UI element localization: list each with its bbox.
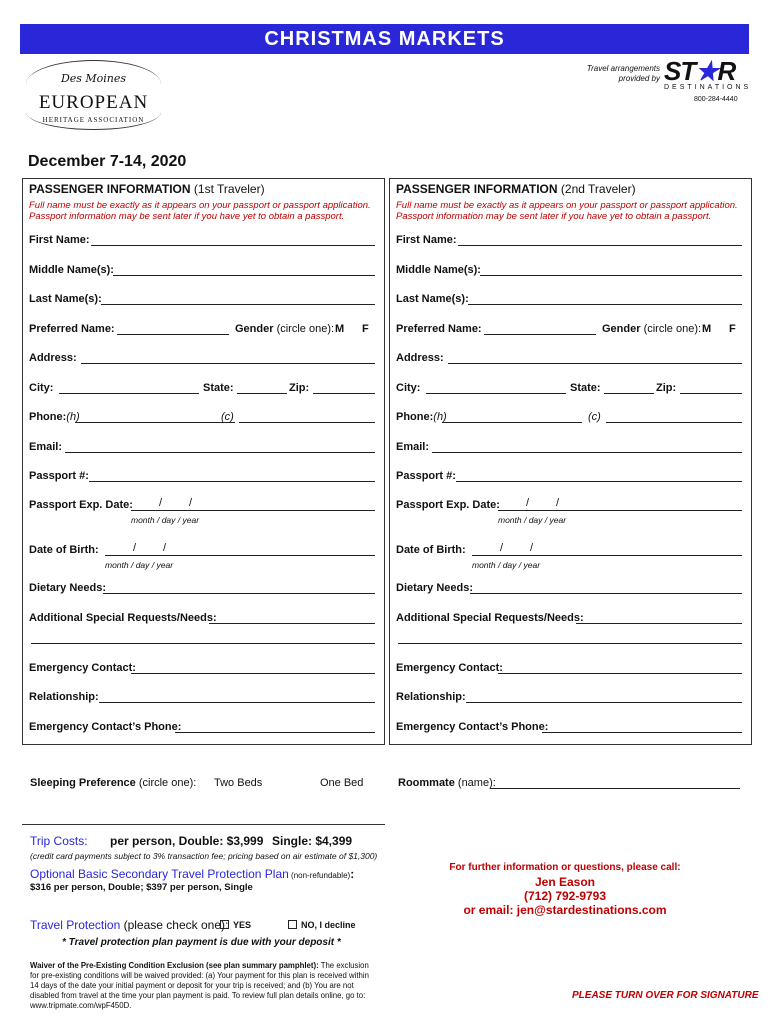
zip-input-2[interactable] (680, 393, 742, 394)
emergency-contact-input[interactable] (131, 673, 375, 674)
agency-phone: 800-284-4440 (694, 96, 738, 103)
emergency-contact-label-2: Emergency Contact: (396, 662, 503, 674)
dietary-label-2: Dietary Needs: (396, 582, 474, 594)
middle-name-input-2[interactable] (480, 275, 742, 276)
costs-note: (credit card payments subject to 3% transaction fee; pricing based on air estimate of $1,300) (30, 851, 378, 861)
star-icon: ★ (695, 56, 718, 86)
city-input-2[interactable] (426, 393, 566, 394)
cell-phone-label: (c) (221, 411, 234, 423)
emergency-phone-label-2: Emergency Contact’s Phone: (396, 721, 549, 733)
dietary-input[interactable] (103, 593, 375, 594)
email-label-2: Email: (396, 441, 430, 453)
protection-yes-option[interactable]: YES (220, 920, 251, 930)
first-name-input[interactable] (91, 245, 375, 246)
traveler-2-section: PASSENGER INFORMATION (2nd Traveler) Full name must be exactly as it appears on your passport or passport application. Passport information may be sent later if you have yet to obtain a passport. First Name: Middle Name(s): Last Name(s): Preferred Name: Gender (circle one): M F Address: City: State: Zip: Phone:(h) (c) Email: Passport #: Passport Exp. Date: / / month / day / year Date of Birth: / / month / day / year Dietary Needs: Additional Special Requests/Needs: Emergency Contact: Relationship: Emergency Contact’s Phone: (389, 178, 752, 745)
last-name-input[interactable] (101, 304, 375, 305)
passport-number-input-2[interactable] (456, 481, 742, 482)
emergency-contact-input-2[interactable] (498, 673, 742, 674)
relationship-label: Relationship: (29, 691, 99, 703)
logo-big: EUROPEAN (38, 92, 149, 113)
last-name-label: Last Name(s): (29, 293, 102, 305)
middle-name-label: Middle Name(s): (29, 264, 114, 276)
address-label: Address: (29, 352, 77, 364)
one-bed-option[interactable]: One Bed (320, 777, 364, 789)
travel-arrangements-text: Travel arrangements provided by (586, 64, 660, 83)
middle-name-label-2: Middle Name(s): (396, 264, 481, 276)
zip-label: Zip: (289, 382, 310, 394)
page-banner: CHRISTMAS MARKETS (20, 24, 749, 54)
phone-label-2: Phone:(h) (396, 411, 447, 423)
passport-exp-label-2: Passport Exp. Date: (396, 499, 500, 511)
passport-exp-format-2: month / day / year (498, 515, 567, 525)
address-input-2[interactable] (448, 363, 742, 364)
contact-email[interactable]: or email: jen@stardestinations.com (463, 903, 667, 917)
logo-small: HERITAGE ASSOCIATION (42, 116, 145, 124)
cell-phone-input[interactable] (239, 422, 375, 423)
travel-protection-label: Travel Protection (please check one): (30, 918, 229, 932)
sleeping-preference-label: Sleeping Preference (circle one): (30, 777, 197, 789)
optional-plan-price: $316 per person, Double; $397 per person, Single (30, 882, 253, 893)
gender-m-option-2[interactable]: M (702, 323, 712, 335)
special-requests-input-2b[interactable] (398, 643, 742, 644)
yes-checkbox[interactable] (220, 920, 229, 929)
home-phone-input-2[interactable] (442, 422, 582, 423)
special-requests-input-2[interactable] (31, 643, 375, 644)
dob-label: Date of Birth: (29, 544, 99, 556)
city-label: City: (29, 382, 54, 394)
traveler-1-section: PASSENGER INFORMATION (1st Traveler) Full name must be exactly as it appears on your passport or passport application. Passport information may be sent later if you have yet to obtain a passport. First Name: Middle Name(s): Last Name(s): Preferred Name: Gender (circle one): M F Address: City: State: Zip: Phone:(h) (c) Email: Passport #: Passport Exp. Date: / / month / day / year Date of Birth: / / month / day / year Dietary Needs: Additional Special Requests/Needs: Emergency Contact: Relationship: Emergency Contact’s Phone: (22, 178, 385, 745)
contact-block (420, 862, 710, 917)
home-phone-input[interactable] (75, 422, 235, 423)
first-name-input-2[interactable] (458, 245, 742, 246)
dob-input[interactable] (105, 555, 375, 556)
roommate-label: Roommate (name): (398, 777, 496, 789)
logo-script: Des Moines (60, 72, 127, 85)
phone-label: Phone:(h) (29, 411, 80, 423)
special-requests-input[interactable] (209, 623, 375, 624)
passport-number-label: Passport #: (29, 470, 89, 482)
last-name-input-2[interactable] (468, 304, 742, 305)
relationship-label-2: Relationship: (396, 691, 466, 703)
preferred-name-label-2: Preferred Name: (396, 323, 482, 335)
emergency-phone-input[interactable] (175, 732, 375, 733)
zip-label-2: Zip: (656, 382, 677, 394)
emergency-phone-label: Emergency Contact’s Phone: (29, 721, 182, 733)
emergency-phone-input-2[interactable] (542, 732, 742, 733)
passport-exp-format: month / day / year (131, 515, 200, 525)
zip-input[interactable] (313, 393, 375, 394)
preferred-name-input-2[interactable] (484, 334, 596, 335)
trip-costs-label: Trip Costs: (30, 834, 88, 848)
email-input[interactable] (65, 452, 375, 453)
roommate-input[interactable] (490, 788, 740, 789)
dob-input-2[interactable] (472, 555, 742, 556)
passport-exp-input-2[interactable] (498, 510, 742, 511)
gender-m-option[interactable]: M (335, 323, 345, 335)
protection-no-option[interactable]: NO, I decline (288, 920, 356, 930)
special-requests-label: Additional Special Requests/Needs: (29, 612, 217, 624)
preferred-name-input[interactable] (117, 334, 229, 335)
relationship-input-2[interactable] (466, 702, 742, 703)
gender-f-option-2[interactable]: F (729, 323, 736, 335)
gender-label-2: Gender (circle one): (602, 323, 702, 335)
passport-exp-label: Passport Exp. Date: (29, 499, 133, 511)
preferred-name-label: Preferred Name: (29, 323, 115, 335)
dob-format-2: month / day / year (472, 560, 541, 570)
dob-format: month / day / year (105, 560, 174, 570)
email-label: Email: (29, 441, 63, 453)
special-requests-label-2: Additional Special Requests/Needs: (396, 612, 584, 624)
waiver-text: Waiver of the Pre-Existing Condition Exclusion (see plan summary pamphlet): The exclusion for pre-existing conditions will be waived provided: (a) Your payment for this plan is received within 14 days of the date your initial payment or deposit for your trip is received; and (b) You are not disabled from travel at the time your plan payment is paid. To review full plan details online, go to: www.tripmate.com/wpF450D. (30, 961, 369, 1010)
state-input[interactable] (237, 393, 287, 394)
relationship-input[interactable] (99, 702, 375, 703)
passport-number-input[interactable] (89, 481, 375, 482)
state-label-2: State: (570, 382, 601, 394)
trip-date-heading: December 7-14, 2020 (28, 153, 187, 170)
state-input-2[interactable] (604, 393, 654, 394)
last-name-label-2: Last Name(s): (396, 293, 469, 305)
double-price: per person, Double: $3,999 (110, 834, 264, 848)
cell-phone-label-2: (c) (588, 411, 601, 423)
turn-over-note: PLEASE TURN OVER FOR SIGNATURE (572, 990, 759, 1001)
no-checkbox[interactable] (288, 920, 297, 929)
city-label-2: City: (396, 382, 421, 394)
single-price: Single: $4,399 (272, 834, 353, 848)
cell-phone-input-2[interactable] (606, 422, 742, 423)
first-name-label: First Name: (29, 234, 90, 246)
middle-name-input[interactable] (113, 275, 375, 276)
traveler-2-title: PASSENGER INFORMATION (2nd Traveler) (396, 182, 636, 196)
gender-label: Gender (circle one): (235, 323, 335, 335)
protection-due-note: * Travel protection plan payment is due with your deposit * (62, 937, 341, 948)
address-input[interactable] (81, 363, 375, 364)
passport-exp-input[interactable] (131, 510, 375, 511)
passport-number-label-2: Passport #: (396, 470, 456, 482)
contact-phone: (712) 792-9793 (523, 889, 607, 903)
dietary-label: Dietary Needs: (29, 582, 107, 594)
emergency-contact-label: Emergency Contact: (29, 662, 136, 674)
email-input-2[interactable] (432, 452, 742, 453)
city-input[interactable] (59, 393, 199, 394)
dietary-input-2[interactable] (470, 593, 742, 594)
optional-plan-label: Optional Basic Secondary Travel Protection Plan (non-refundable): (30, 867, 355, 881)
traveler-2-note: Full name must be exactly as it appears on your passport or passport application. Passport information may be sent later if you have yet to obtain a passport. (396, 200, 738, 222)
costs-section (22, 824, 385, 1019)
first-name-label-2: First Name: (396, 234, 457, 246)
traveler-1-note: Full name must be exactly as it appears on your passport or passport application. Passport information may be sent later if you have yet to obtain a passport. (29, 200, 371, 222)
special-requests-input-2a[interactable] (576, 623, 742, 624)
dob-label-2: Date of Birth: (396, 544, 466, 556)
two-beds-option[interactable]: Two Beds (214, 777, 263, 789)
gender-f-option[interactable]: F (362, 323, 369, 335)
heritage-association-logo (26, 60, 161, 130)
contact-intro: For further information or questions, please call: (449, 862, 681, 873)
star-destinations-logo: ST★R DESTINATIONS (664, 56, 752, 91)
state-label: State: (203, 382, 234, 394)
contact-name: Jen Eason (534, 875, 596, 889)
address-label-2: Address: (396, 352, 444, 364)
traveler-1-title: PASSENGER INFORMATION (1st Traveler) (29, 182, 265, 196)
